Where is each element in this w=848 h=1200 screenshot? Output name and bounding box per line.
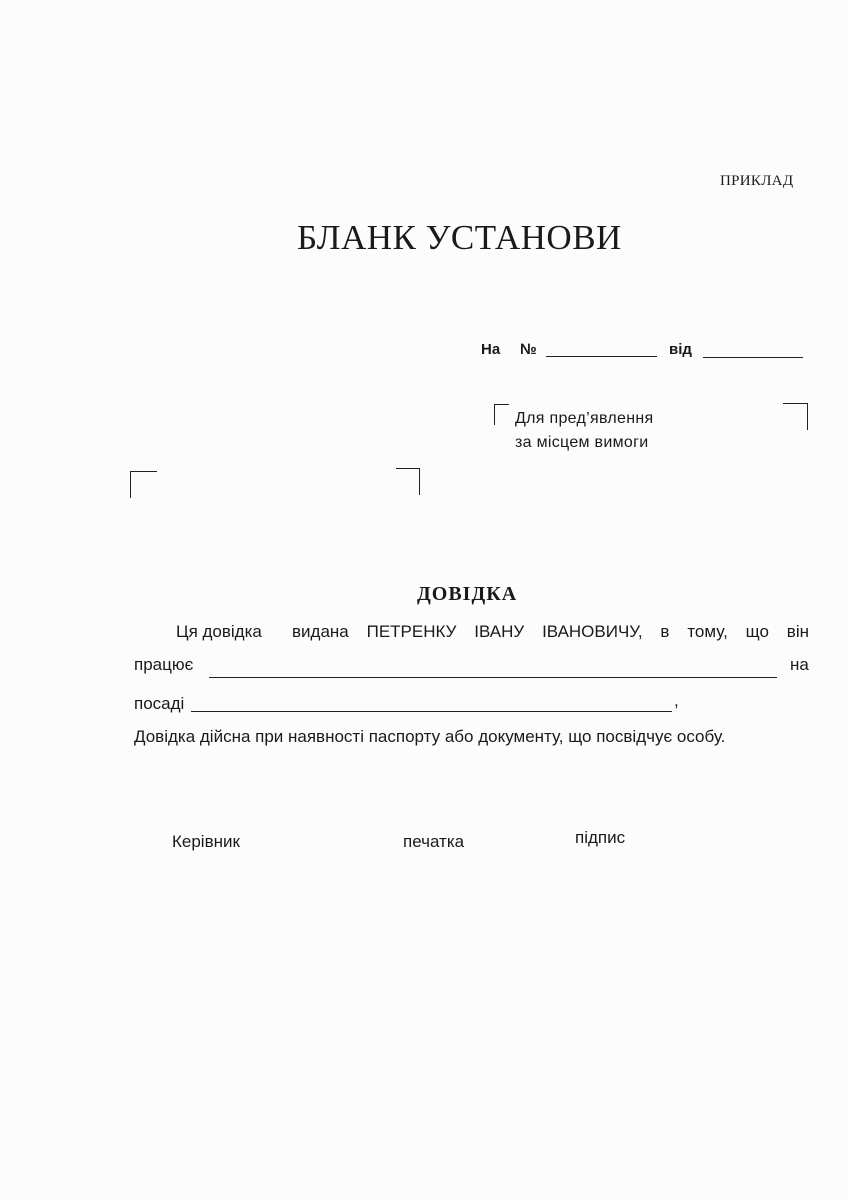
reference-date-field[interactable] bbox=[703, 357, 803, 358]
certificate-text-start: Ця довідка bbox=[176, 622, 262, 641]
stamp-label: печатка bbox=[403, 832, 465, 851]
block-corner-top-right bbox=[396, 468, 420, 495]
example-label: ПРИКЛАД bbox=[720, 173, 794, 189]
addressee-corner-top-left bbox=[494, 404, 509, 425]
letterhead-title: БЛАНК УСТАНОВИ bbox=[297, 218, 622, 257]
addressee-line-1: Для пред’явлення bbox=[515, 410, 654, 427]
reference-to-label: На bbox=[481, 341, 501, 358]
addressee-line-2: за місцем вимоги bbox=[515, 434, 649, 451]
position-comma: , bbox=[674, 691, 679, 710]
certificate-text-recipient: видана ПЕТРЕНКУ ІВАНУ ІВАНОВИЧУ, в тому, що він bbox=[292, 622, 809, 641]
position-label: посаді bbox=[134, 694, 185, 713]
block-corner-top-left bbox=[130, 471, 157, 498]
document-title: ДОВІДКА bbox=[417, 583, 518, 605]
at-label: на bbox=[790, 655, 809, 674]
validity-note: Довідка дійсна при наявності паспорту або документу, що посвідчує особу. bbox=[134, 727, 726, 746]
workplace-field[interactable] bbox=[209, 677, 777, 678]
position-field[interactable] bbox=[191, 711, 672, 712]
reference-date-label: від bbox=[669, 341, 692, 358]
reference-number-field[interactable] bbox=[546, 356, 657, 357]
addressee-corner-top-right bbox=[783, 403, 808, 430]
reference-number-label: № bbox=[520, 341, 537, 358]
signature-label: підпис bbox=[575, 828, 626, 847]
head-label: Керівник bbox=[172, 832, 240, 851]
works-label: працює bbox=[134, 655, 194, 674]
